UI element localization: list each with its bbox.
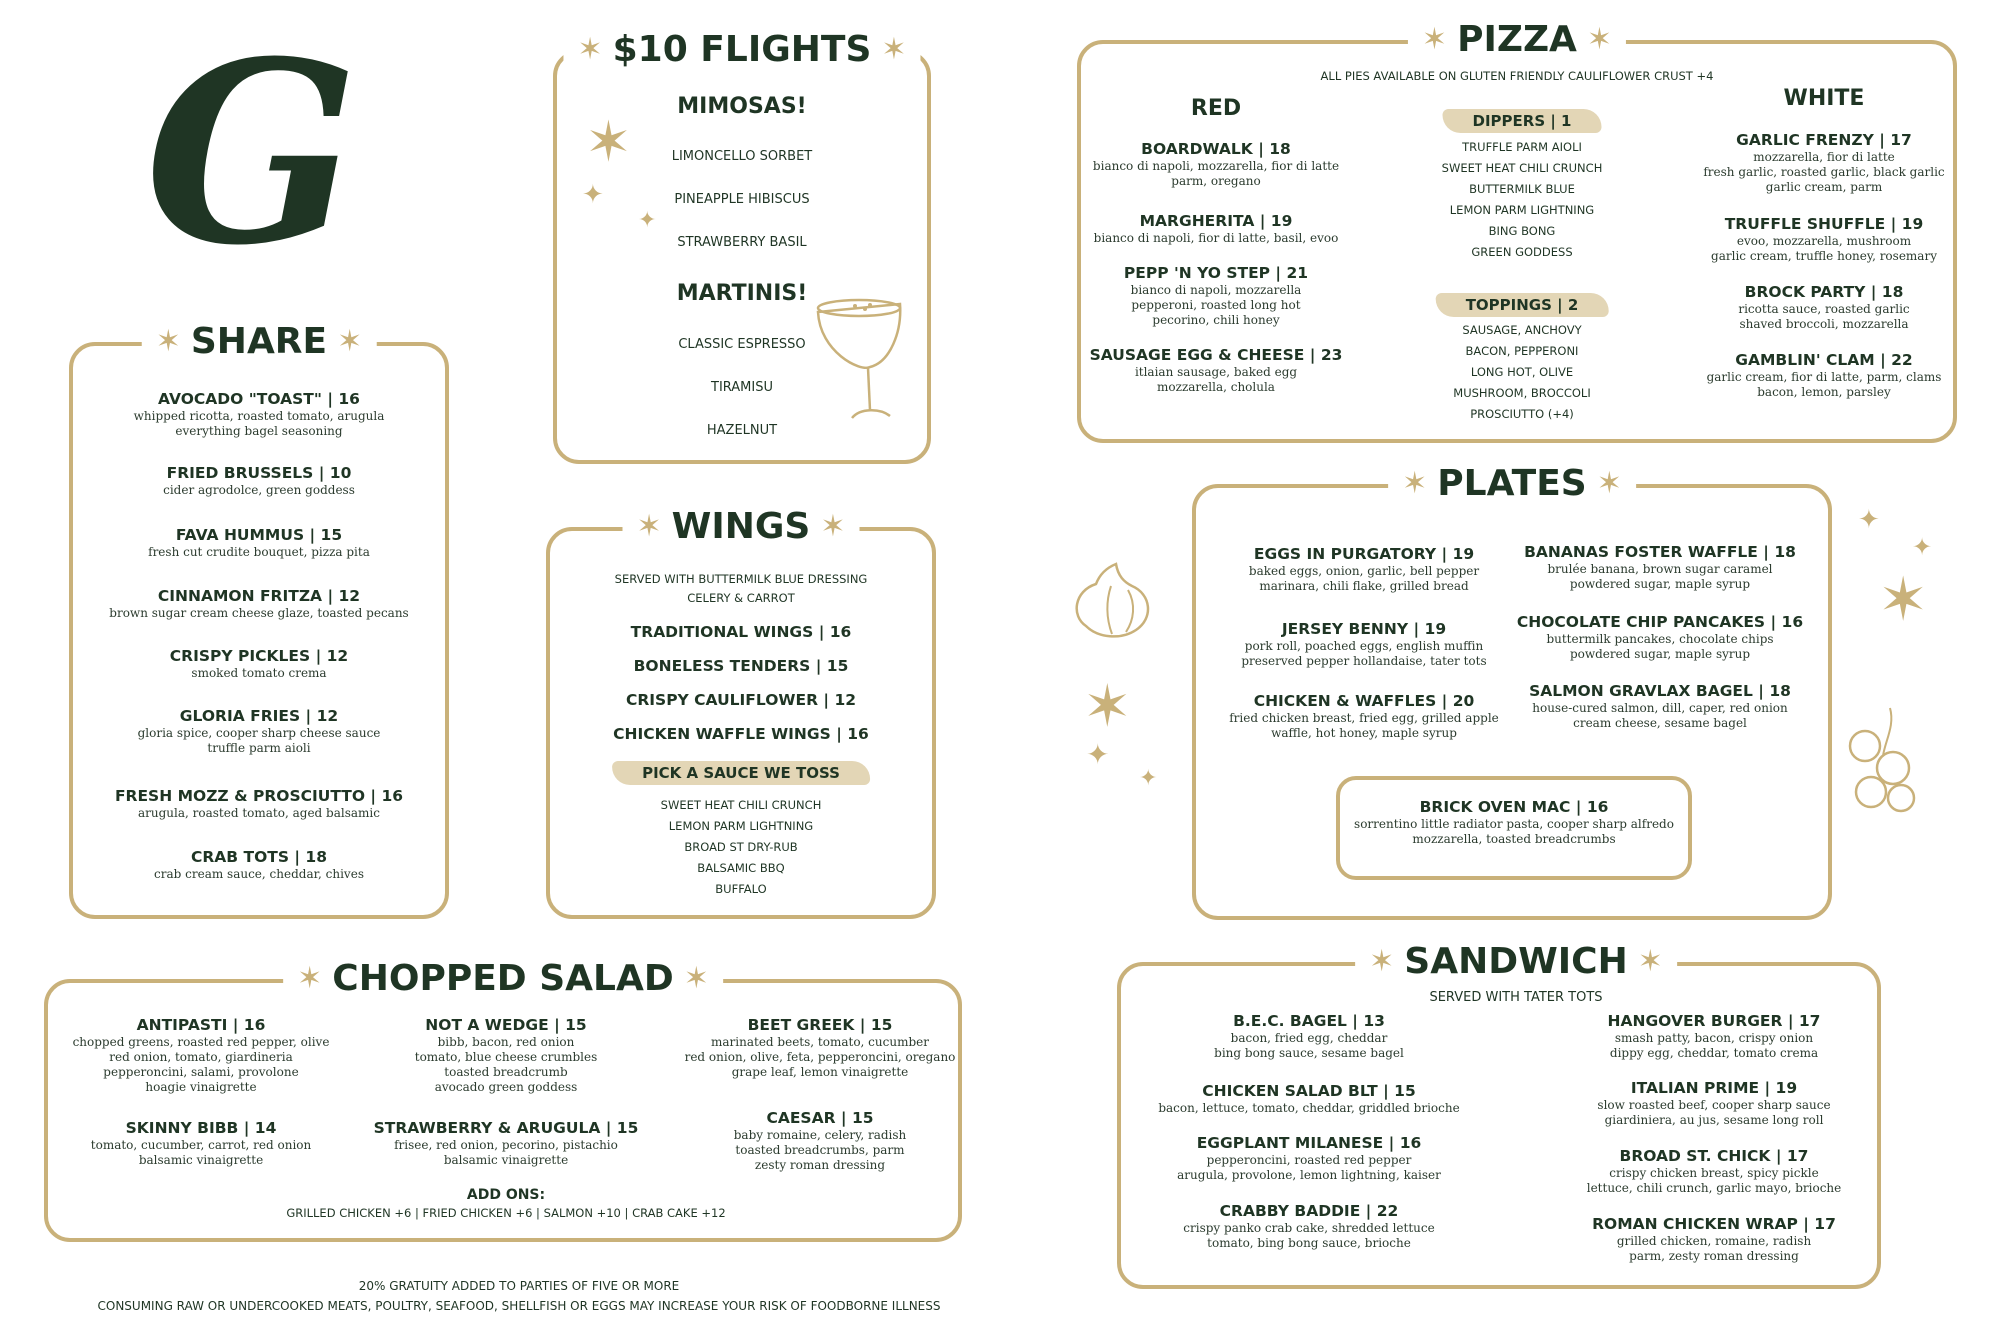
item-name: GARLIC FRENZY | 17 — [1736, 131, 1912, 149]
item-name: ROMAN CHICKEN WRAP | 17 — [1592, 1215, 1836, 1233]
item-desc: arugula, roasted tomato, aged balsamic — [138, 806, 380, 820]
sparkle-icon: ✶ — [1402, 466, 1428, 501]
toppings-list — [1453, 320, 1590, 425]
sparkle-icon: ✶ — [1421, 22, 1448, 57]
item-desc: toasted breadcrumb — [444, 1065, 568, 1079]
item-desc: gloria spice, cooper sharp cheese sauce — [137, 726, 381, 740]
wings-item — [626, 691, 856, 710]
sandwich-item — [1587, 1147, 1842, 1196]
sparkle-icon: ✦ — [1086, 738, 1110, 771]
item-desc: smoked tomato crema — [191, 666, 327, 680]
item-desc: preserved pepper hollandaise, tater tots — [1241, 654, 1487, 668]
item-desc: pepperoni, roasted long hot — [1131, 298, 1301, 312]
pizza-note: ALL PIES AVAILABLE ON GLUTEN FRIENDLY CAULIFLOWER CRUST +4 — [1320, 69, 1714, 83]
sparkle-icon: ✶ — [881, 32, 907, 67]
item-desc: avocado green goddess — [434, 1080, 578, 1094]
item-desc: itlaian sausage, baked egg — [1134, 365, 1298, 379]
item-name: SALMON GRAVLAX BAGEL | 18 — [1529, 682, 1791, 700]
item-desc: bing bong sauce, sesame bagel — [1214, 1046, 1404, 1060]
topping-item: PROSCIUTTO (+4) — [1470, 407, 1574, 421]
item-name: FRESH MOZZ & PROSCIUTTO | 16 — [114, 787, 404, 805]
martini-item: HAZELNUT — [706, 423, 778, 438]
sparkle-icon: ✶ — [636, 509, 662, 544]
sandwich-item — [1158, 1082, 1459, 1116]
sparkle-icon: ✶ — [1878, 565, 1929, 635]
sparkle-icon: ✶ — [683, 961, 709, 996]
item-desc: crab cream sauce, cheddar, chives — [154, 867, 364, 881]
salad-item — [374, 1119, 639, 1168]
share-item — [163, 464, 355, 498]
item-name: ANTIPASTI | 16 — [136, 1016, 266, 1034]
sparkle-icon: ✶ — [577, 32, 603, 67]
sauce-item: BALSAMIC BBQ — [697, 861, 785, 875]
item-name: FAVA HUMMUS | 15 — [175, 526, 343, 544]
item-desc: grilled chicken, romaine, radish — [1616, 1234, 1812, 1248]
item-desc: bianco di napoli, mozzarella, fior di latte — [1092, 159, 1340, 173]
topping-item: MUSHROOM, BROCCOLI — [1453, 386, 1591, 400]
sauce-item: LEMON PARM LIGHTNING — [668, 819, 814, 833]
item-desc: powdered sugar, maple syrup — [1569, 577, 1751, 591]
item-name: CHOCOLATE CHIP PANCAKES | 16 — [1516, 613, 1804, 631]
sparkle-icon: ✶ — [297, 961, 323, 996]
sauce-item: BUFFALO — [715, 882, 767, 896]
flights-title-text: $10 FLIGHTS — [612, 29, 872, 70]
salad-title — [283, 959, 723, 999]
item-desc: tomato, cucumber, carrot, red onion — [90, 1138, 312, 1152]
sparkle-icon: ✶ — [585, 110, 632, 175]
sparkle-icon: ✦ — [1912, 533, 1933, 561]
item-desc: parm, zesty roman dressing — [1629, 1249, 1799, 1263]
item-name: CAESAR | 15 — [766, 1109, 874, 1127]
item-name: PEPP 'N YO STEP | 21 — [1123, 264, 1309, 282]
sparkle-icon: ✶ — [1637, 944, 1663, 979]
item-desc: bacon, lettuce, tomato, cheddar, griddled brioche — [1158, 1101, 1460, 1115]
martini-item: TIRAMISU — [711, 380, 773, 395]
item-desc: red onion, olive, feta, pepperoncini, oregano — [684, 1050, 956, 1064]
wings-item — [631, 623, 852, 642]
plates-item — [1517, 613, 1803, 662]
topping-item: SAUSAGE, ANCHOVY — [1462, 323, 1582, 337]
mimosas-title: MIMOSAS! — [677, 94, 807, 119]
item-desc: balsamic vinaigrette — [138, 1153, 264, 1167]
item-desc: buttermilk pancakes, chocolate chips — [1546, 632, 1774, 646]
sparkle-icon: ✦ — [1139, 766, 1158, 791]
footer-gratuity: 20% GRATUITY ADDED TO PARTIES OF FIVE OR MORE — [358, 1279, 680, 1293]
tomato-vine-icon — [1845, 706, 1925, 816]
item-desc: shaved broccoli, mozzarella — [1739, 317, 1909, 331]
sandwich-note: SERVED WITH TATER TOTS — [1429, 990, 1603, 1005]
item-desc: cream cheese, sesame bagel — [1573, 716, 1747, 730]
topping-item: BACON, PEPPERONI — [1465, 344, 1579, 358]
item-desc: parm, oregano — [1171, 174, 1261, 188]
item-name: CHICKEN WAFFLE WINGS | 16 — [613, 725, 869, 743]
item-desc: pepperoncini, roasted red pepper — [1206, 1153, 1412, 1167]
plates-item — [1241, 620, 1486, 669]
pizza-title — [1408, 20, 1626, 60]
garlic-icon — [1066, 556, 1166, 646]
item-desc: tomato, bing bong sauce, brioche — [1207, 1236, 1411, 1250]
item-desc: tomato, blue cheese crumbles — [414, 1050, 598, 1064]
flights-title — [563, 30, 920, 70]
item-desc: cider agrodolce, green goddess — [163, 483, 355, 497]
item-name: CRABBY BADDIE | 22 — [1219, 1202, 1399, 1220]
item-desc: marinated beets, tomato, cucumber — [711, 1035, 929, 1049]
item-desc: pecorino, chili honey — [1152, 313, 1280, 327]
sauce-item: SWEET HEAT CHILI CRUNCH — [660, 798, 822, 812]
addons-list: GRILLED CHICKEN +6 | FRIED CHICKEN +6 | SALMON +10 | CRAB CAKE +12 — [286, 1206, 726, 1220]
sandwich-item — [1592, 1215, 1836, 1264]
item-name: HANGOVER BURGER | 17 — [1607, 1012, 1821, 1030]
martini-glass-icon — [810, 292, 910, 432]
item-desc: waffle, hot honey, maple syrup — [1271, 726, 1457, 740]
pizza-white-item — [1738, 283, 1909, 332]
item-desc: crispy chicken breast, spicy pickle — [1609, 1166, 1819, 1180]
sandwich-item — [1608, 1012, 1821, 1061]
share-title-text: SHARE — [190, 321, 328, 362]
sparkle-icon: ✶ — [337, 324, 363, 359]
salad-item — [73, 1016, 330, 1095]
share-item — [170, 647, 348, 681]
item-desc: brown sugar cream cheese glaze, toasted pecans — [109, 606, 409, 620]
plates-item — [1249, 545, 1479, 594]
item-name: SAUSAGE EGG & CHEESE | 23 — [1089, 346, 1343, 364]
item-name: FRIED BRUSSELS | 10 — [166, 464, 352, 482]
sparkle-icon: ✦ — [638, 208, 657, 233]
item-desc: house-cured salmon, dill, caper, red onion — [1532, 701, 1788, 715]
martinis-title: MARTINIS! — [676, 281, 808, 306]
item-name: BRICK OVEN MAC | 16 — [1419, 798, 1609, 816]
salad-item — [685, 1016, 956, 1080]
item-desc: garlic cream, truffle honey, rosemary — [1711, 249, 1937, 263]
item-desc: whipped ricotta, roasted tomato, arugula — [133, 409, 385, 423]
item-desc: zesty roman dressing — [754, 1158, 886, 1172]
item-name: GAMBLIN' CLAM | 22 — [1735, 351, 1913, 369]
item-name: BANANAS FOSTER WAFFLE | 18 — [1524, 543, 1796, 561]
dipper-item: BING BONG — [1488, 224, 1556, 238]
item-desc: bacon, fried egg, cheddar — [1230, 1031, 1388, 1045]
item-name: BEET GREEK | 15 — [747, 1016, 893, 1034]
share-item — [154, 848, 364, 882]
item-desc: truffle parm aioli — [207, 741, 311, 755]
item-desc: mozzarella, fior di latte — [1753, 150, 1895, 164]
dipper-item: SWEET HEAT CHILI CRUNCH — [1441, 161, 1603, 175]
sandwich-item — [1597, 1079, 1830, 1128]
logo-g: G — [145, 6, 359, 300]
item-desc: dippy egg, cheddar, tomato crema — [1609, 1046, 1819, 1060]
sandwich-item — [1177, 1134, 1441, 1183]
item-desc: garlic cream, parm — [1765, 180, 1883, 194]
toppings-title: TOPPINGS | 2 — [1436, 293, 1609, 317]
share-item — [134, 390, 385, 439]
item-name: CRISPY CAULIFLOWER | 12 — [625, 691, 857, 709]
item-desc: bibb, bacon, red onion — [437, 1035, 575, 1049]
item-desc: mozzarella, toasted breadcrumbs — [1412, 832, 1616, 846]
sandwich-title — [1355, 942, 1677, 982]
item-desc: garlic cream, fior di latte, parm, clams — [1706, 370, 1942, 384]
pizza-red-item — [1090, 346, 1343, 395]
dippers-list — [1442, 137, 1603, 263]
item-name: B.E.C. BAGEL | 13 — [1233, 1012, 1385, 1030]
item-name: CRISPY PICKLES | 12 — [169, 647, 349, 665]
plates-item — [1354, 798, 1674, 847]
plates-item — [1524, 543, 1796, 592]
item-desc: pork roll, poached eggs, english muffin — [1244, 639, 1484, 653]
share-item — [138, 707, 381, 756]
item-name: CHICKEN & WAFFLES | 20 — [1253, 692, 1475, 710]
sandwich-item — [1214, 1012, 1404, 1061]
salad-item — [91, 1119, 311, 1168]
item-desc: bianco di napoli, mozzarella — [1130, 283, 1302, 297]
item-desc: sorrentino little radiator pasta, cooper sharp alfredo — [1354, 817, 1674, 831]
pizza-red-item — [1124, 264, 1308, 328]
dipper-item: TRUFFLE PARM AIOLI — [1462, 140, 1582, 154]
sauce-list — [661, 795, 822, 900]
wings-note: SERVED WITH BUTTERMILK BLUE DRESSING — [614, 572, 868, 586]
item-desc: marinara, chili flake, grilled bread — [1259, 579, 1469, 593]
sparkle-icon: ✶ — [1596, 466, 1622, 501]
sparkle-icon: ✶ — [1586, 22, 1613, 57]
dipper-item: LEMON PARM LIGHTNING — [1449, 203, 1595, 217]
pizza-title-text: PIZZA — [1457, 19, 1577, 60]
item-desc: frisee, red onion, pecorino, pistachio — [394, 1138, 618, 1152]
share-title — [142, 322, 377, 362]
item-name: BROAD ST. CHICK | 17 — [1619, 1147, 1809, 1165]
item-desc: fresh garlic, roasted garlic, black garlic — [1703, 165, 1945, 179]
item-desc: baked eggs, onion, garlic, bell pepper — [1248, 564, 1480, 578]
item-name: TRUFFLE SHUFFLE | 19 — [1724, 215, 1924, 233]
item-name: STRAWBERRY & ARUGULA | 15 — [373, 1119, 639, 1137]
sparkle-icon: ✶ — [155, 324, 181, 359]
item-name: GLORIA FRIES | 12 — [179, 707, 339, 725]
item-name: NOT A WEDGE | 15 — [425, 1016, 587, 1034]
item-desc: crispy panko crab cake, shredded lettuce — [1183, 1221, 1435, 1235]
sauce-item: BROAD ST DRY-RUB — [684, 840, 798, 854]
pizza-white-item — [1703, 131, 1944, 195]
item-desc: lettuce, chili crunch, garlic mayo, brioche — [1586, 1181, 1842, 1195]
pizza-red-item — [1094, 212, 1339, 246]
item-desc: hoagie vinaigrette — [145, 1080, 257, 1094]
mimosa-item: STRAWBERRY BASIL — [677, 235, 807, 250]
item-desc: powdered sugar, maple syrup — [1569, 647, 1751, 661]
item-name: AVOCADO "TOAST" | 16 — [158, 390, 360, 408]
share-item — [109, 587, 408, 621]
addons-title — [467, 1186, 545, 1205]
wings-item — [634, 657, 849, 676]
item-name: SKINNY BIBB | 14 — [125, 1119, 277, 1137]
item-name: ITALIAN PRIME | 19 — [1630, 1079, 1798, 1097]
item-desc: ricotta sauce, roasted garlic — [1738, 302, 1910, 316]
dipper-item: BUTTERMILK BLUE — [1469, 182, 1575, 196]
plates-title — [1388, 464, 1636, 504]
item-desc: arugula, provolone, lemon lightning, kaiser — [1177, 1168, 1441, 1182]
white-title: WHITE — [1783, 86, 1865, 111]
item-name: TRADITIONAL WINGS | 16 — [630, 623, 852, 641]
item-desc: red onion, tomato, giardineria — [109, 1050, 293, 1064]
footer-warning: CONSUMING RAW OR UNDERCOOKED MEATS, POULTRY, SEAFOOD, SHELLFISH OR EGGS MAY INCREASE YOUR RISK OF FOODBORNE ILLNESS — [97, 1299, 941, 1313]
item-name: EGGPLANT MILANESE | 16 — [1196, 1134, 1422, 1152]
sparkle-icon: ✦ — [1858, 505, 1880, 535]
plates-item — [1529, 682, 1791, 731]
salad-item — [415, 1016, 598, 1095]
item-name: BOARDWALK | 18 — [1141, 140, 1291, 158]
item-desc: smash patty, bacon, crispy onion — [1614, 1031, 1814, 1045]
mimosa-item: LIMONCELLO SORBET — [671, 149, 813, 164]
item-desc: fresh cut crudite bouquet, pizza pita — [148, 545, 370, 559]
sparkle-icon: ✶ — [820, 509, 846, 544]
sauce-title: PICK A SAUCE WE TOSS — [612, 761, 870, 785]
wings-title — [623, 507, 860, 547]
salad-title-text: CHOPPED SALAD — [332, 958, 674, 999]
item-name: ADD ONS: — [466, 1187, 546, 1203]
martini-item: CLASSIC ESPRESSO — [678, 337, 806, 352]
pizza-white-item — [1711, 215, 1937, 264]
wings-title-text: WINGS — [671, 506, 811, 547]
item-desc: slow roasted beef, cooper sharp sauce — [1597, 1098, 1831, 1112]
item-name: MARGHERITA | 19 — [1139, 212, 1293, 230]
item-desc: pepperoncini, salami, provolone — [103, 1065, 299, 1079]
item-name: CRAB TOTS | 18 — [190, 848, 328, 866]
plates-title-text: PLATES — [1437, 463, 1587, 504]
item-name: EGGS IN PURGATORY | 19 — [1253, 545, 1475, 563]
sandwich-item — [1183, 1202, 1434, 1251]
share-item — [115, 787, 403, 821]
item-desc: balsamic vinaigrette — [443, 1153, 569, 1167]
mimosa-item: PINEAPPLE HIBISCUS — [674, 192, 810, 207]
item-desc: bianco di napoli, fior di latte, basil, evoo — [1093, 231, 1339, 245]
wings-note: CELERY & CARROT — [687, 591, 795, 605]
plates-item — [1229, 692, 1499, 741]
dippers-title: DIPPERS | 1 — [1443, 109, 1602, 133]
topping-item: LONG HOT, OLIVE — [1470, 365, 1574, 379]
red-title: RED — [1190, 96, 1242, 121]
item-desc: everything bagel seasoning — [175, 424, 343, 438]
pizza-white-item — [1707, 351, 1942, 400]
item-name: BROCK PARTY | 18 — [1744, 283, 1904, 301]
item-desc: brulée banana, brown sugar caramel — [1547, 562, 1773, 576]
item-name: CHICKEN SALAD BLT | 15 — [1202, 1082, 1416, 1100]
item-desc: giardiniera, au jus, sesame long roll — [1604, 1113, 1824, 1127]
item-desc: mozzarella, cholula — [1157, 380, 1275, 394]
item-name: CINNAMON FRITZA | 12 — [157, 587, 361, 605]
item-desc: grape leaf, lemon vinaigrette — [731, 1065, 909, 1079]
wings-item — [613, 725, 869, 744]
item-desc: fried chicken breast, fried egg, grilled apple — [1229, 711, 1499, 725]
dipper-item: GREEN GODDESS — [1471, 245, 1573, 259]
item-desc: toasted breadcrumbs, parm — [735, 1143, 905, 1157]
sparkle-icon: ✶ — [1083, 672, 1132, 740]
sparkle-icon: ✶ — [1369, 944, 1395, 979]
item-name: BONELESS TENDERS | 15 — [633, 657, 849, 675]
pizza-red-item — [1093, 140, 1339, 189]
item-desc: baby romaine, celery, radish — [733, 1128, 907, 1142]
sparkle-icon: ✦ — [582, 180, 604, 210]
sandwich-title-text: SANDWICH — [1404, 941, 1628, 982]
item-desc: evoo, mozzarella, mushroom — [1736, 234, 1912, 248]
salad-item — [734, 1109, 907, 1173]
item-desc: bacon, lemon, parsley — [1757, 385, 1891, 399]
item-name: JERSEY BENNY | 19 — [1281, 620, 1447, 638]
share-item — [148, 526, 370, 560]
item-desc: chopped greens, roasted red pepper, olive — [72, 1035, 330, 1049]
